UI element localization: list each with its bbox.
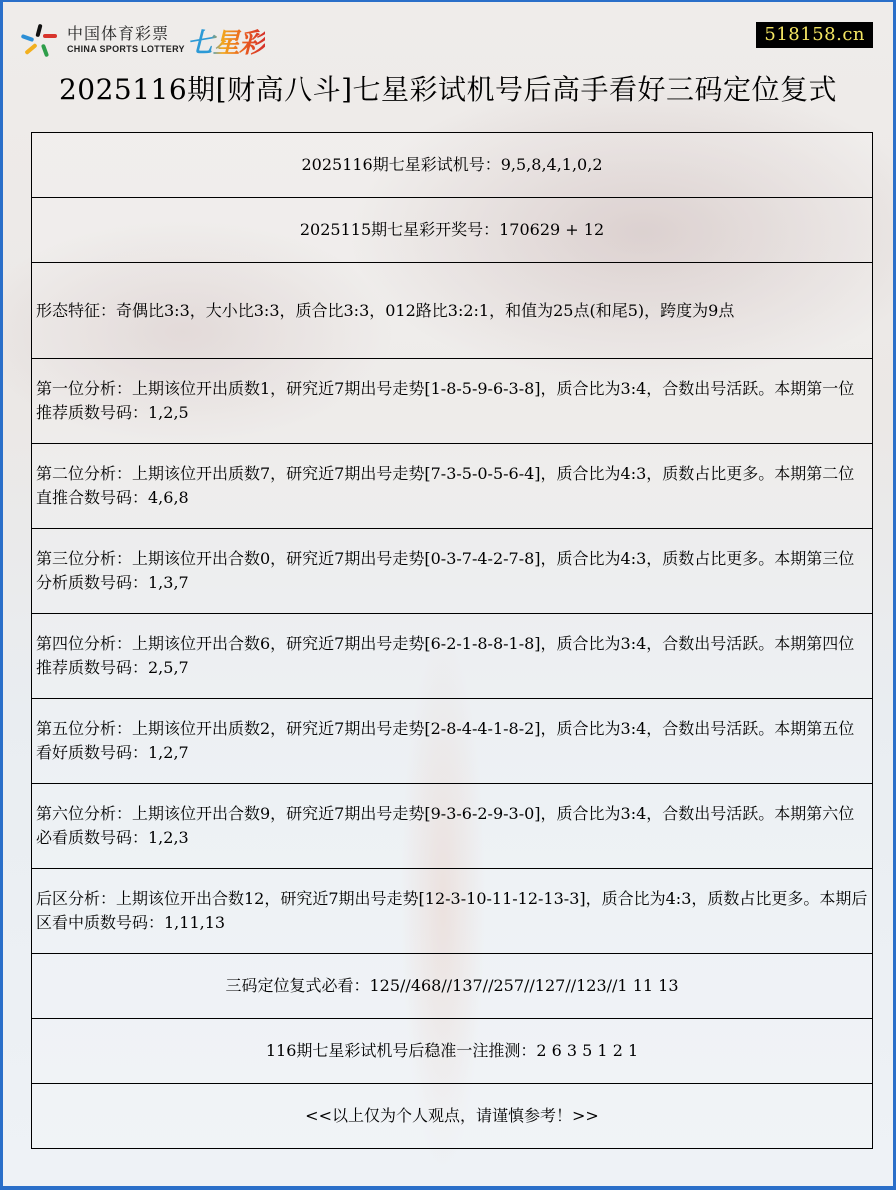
position-4-analysis-cell: 第四位分析：上期该位开出合数6，研究近7期出号走势[6-2-1-8-8-1-8]，质合比为3:4，合数出号活跃。本期第四位推荐质数号码：2,5,7 <box>32 614 873 699</box>
logo-brand-qixingcai: 七星彩 <box>187 21 265 60</box>
table-row <box>32 614 873 699</box>
table-row <box>32 954 873 1019</box>
single-pick-cell: 116期七星彩试机号后稳准一注推测：2 6 3 5 1 2 1 <box>32 1019 873 1084</box>
logo-name-cn: 中国体育彩票 <box>67 24 170 43</box>
table-row <box>32 444 873 529</box>
position-6-analysis-cell: 第六位分析：上期该位开出合数9，研究近7期出号走势[9-3-6-2-9-3-0]，质合比为3:4，合数出号活跃。本期第六位必看质数号码：1,2,3 <box>32 784 873 869</box>
table-row <box>32 133 873 198</box>
page-title: 2025116期[财高八斗]七星彩试机号后高手看好三码定位复式 <box>58 73 838 106</box>
table-row <box>32 869 873 954</box>
logo-name-en: CHINA SPORTS LOTTERY <box>67 44 185 54</box>
disclaimer-cell: <<以上仅为个人观点，请谨慎参考！>> <box>32 1084 873 1149</box>
table-row <box>32 699 873 784</box>
logo-text <box>67 26 185 54</box>
table-row <box>32 359 873 444</box>
table-row <box>32 263 873 359</box>
china-sports-lottery-logo[interactable] <box>21 20 265 60</box>
position-2-analysis-cell: 第二位分析：上期该位开出质数7，研究近7期出号走势[7-3-5-0-5-6-4]，质合比为4:3，质数占比更多。本期第二位直推合数号码：4,6,8 <box>32 444 873 529</box>
table-row <box>32 198 873 263</box>
feature-cell: 形态特征：奇偶比3:3，大小比3:3，质合比3:3，012路比3:2:1，和值为25点(和尾5)，跨度为9点 <box>32 263 873 359</box>
position-5-analysis-cell: 第五位分析：上期该位开出质数2，研究近7期出号走势[2-8-4-4-1-8-2]，质合比为3:4，合数出号活跃。本期第五位看好质数号码：1,2,7 <box>32 699 873 784</box>
table-row <box>32 1019 873 1084</box>
header <box>3 2 893 62</box>
back-zone-analysis-cell: 后区分析：上期该位开出合数12，研究近7期出号走势[12-3-10-11-12-13-3]，质合比为4:3，质数占比更多。本期后区看中质数号码：1,11,13 <box>32 869 873 954</box>
three-code-cell: 三码定位复式必看：125//468//137//257//127//123//1 11 13 <box>32 954 873 1019</box>
table-row <box>32 1084 873 1149</box>
position-1-analysis-cell: 第一位分析：上期该位开出质数1，研究近7期出号走势[1-8-5-9-6-3-8]，质合比为3:4，合数出号活跃。本期第一位推荐质数号码：1,2,5 <box>32 359 873 444</box>
analysis-table <box>31 132 873 1149</box>
draw-result-cell: 2025115期七星彩开奖号：170629 + 12 <box>32 198 873 263</box>
table-row <box>32 529 873 614</box>
test-number-cell: 2025116期七星彩试机号：9,5,8,4,1,0,2 <box>32 133 873 198</box>
lottery-star-icon <box>21 22 59 58</box>
position-3-analysis-cell: 第三位分析：上期该位开出合数0，研究近7期出号走势[0-3-7-4-2-7-8]，质合比为4:3，质数占比更多。本期第三位分析质数号码：1,3,7 <box>32 529 873 614</box>
site-badge[interactable]: 518158.cn <box>756 22 873 48</box>
table-row <box>32 784 873 869</box>
